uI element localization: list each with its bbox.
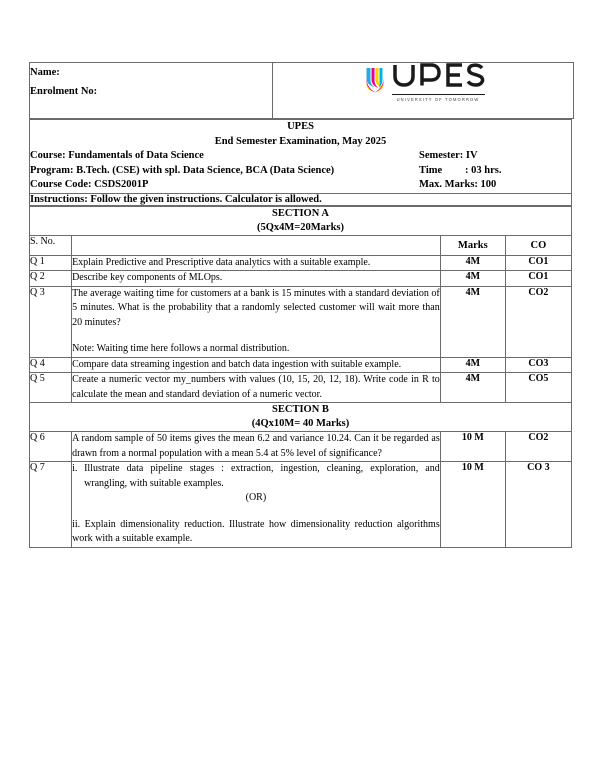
- student-identity-cell: [30, 63, 273, 119]
- column-header-marks: Marks: [440, 235, 505, 255]
- question-paragraph: The average waiting time for customers at a bank is 15 minutes with a standard deviation of 5 minutes. What is the probability that a randomly selected customer will wait more than 20 minutes?: [72, 287, 440, 328]
- question-marks: 10 M: [440, 432, 505, 462]
- program-time-row: [30, 164, 571, 179]
- exam-header-row: [30, 120, 572, 194]
- table-row: [30, 357, 572, 373]
- section-b-subtitle: (4Qx10M= 40 Marks): [251, 418, 350, 429]
- question-text: [72, 357, 441, 373]
- table-row: [30, 373, 572, 403]
- upes-wordmark: [392, 63, 485, 93]
- section-b-banner-row: [30, 403, 572, 432]
- table-row: [30, 462, 572, 548]
- option-i-text: Illustrate data pipeline stages : extraction, ingestion, cleaning, exploration, and wrangling, with suitable examples.: [84, 463, 440, 489]
- question-marks: 4M: [440, 255, 505, 271]
- university-name: UPES: [287, 121, 314, 132]
- option-i-marker: i.: [72, 463, 78, 474]
- table-row: [30, 271, 572, 287]
- max-marks: Max. Marks: 100: [419, 179, 497, 190]
- question-marks: 10 M: [440, 462, 505, 548]
- section-a-banner-row: [30, 206, 572, 235]
- question-number: Q 5: [30, 373, 72, 403]
- upes-wordmark-group: [392, 63, 485, 102]
- question-text: [72, 271, 441, 287]
- section-a-banner: [30, 206, 572, 235]
- question-paragraph: Explain Predictive and Prescriptive data analytics with a suitable example.: [72, 256, 371, 268]
- section-a-subtitle: (5Qx4M=20Marks): [256, 221, 345, 233]
- upes-shield-icon: [362, 63, 388, 99]
- question-paragraph: Compare data streaming ingestion and batch data ingestion with suitable example.: [72, 358, 402, 370]
- question-marks: 4M: [440, 357, 505, 373]
- column-header-sno: S. No.: [30, 235, 72, 255]
- section-b-title: SECTION B: [272, 404, 329, 415]
- semester-value: Semester: IV: [419, 150, 478, 161]
- or-separator: (OR): [245, 492, 267, 503]
- exam-paper-sheet: [29, 62, 572, 548]
- question-note: Note: Waiting time here follows a normal distribution.: [72, 343, 290, 354]
- question-co: CO3: [505, 357, 571, 373]
- question-paragraph: A random sample of 50 items gives the mean 6.2 and variance 10.24. Can it be regarded as drawn from a normal population with a mean 5.4 at 5% level of significance?: [72, 433, 440, 459]
- time-group: [419, 164, 571, 179]
- question-number: Q 2: [30, 271, 72, 287]
- question-number: Q 1: [30, 255, 72, 271]
- instructions-row: [30, 193, 572, 205]
- exam-title: End Semester Examination, May 2025: [214, 135, 387, 147]
- section-a-title: SECTION A: [272, 207, 329, 219]
- table-row: [30, 255, 572, 271]
- table-row: [30, 286, 572, 357]
- question-option-i: [72, 462, 440, 491]
- question-marks: 4M: [440, 286, 505, 357]
- time-label: Time: [419, 164, 443, 176]
- upes-logo-rule: [392, 94, 485, 95]
- exam-header-table: [29, 119, 572, 206]
- question-marks: 4M: [440, 373, 505, 403]
- upes-logo: [362, 63, 485, 102]
- course-semester-row: [30, 149, 571, 164]
- question-number: Q 4: [30, 357, 72, 373]
- question-option-ii: ii. Explain dimensionality reduction. Illustrate how dimensionality reduction algorithms work with a suitable example.: [72, 518, 440, 544]
- section-b-banner: [30, 403, 572, 432]
- exam-header-cell: [30, 120, 572, 194]
- question-marks: 4M: [440, 271, 505, 287]
- question-number: Q 7: [30, 462, 72, 548]
- enrolment-label: Enrolment No:: [30, 86, 98, 97]
- question-text: [72, 462, 441, 548]
- question-paragraph: Create a numeric vector my_numbers with values (10, 15, 20, 12, 18). Write code in R to calculate the mean and standard deviation of a numeric vector.: [72, 374, 440, 400]
- course-name: Course: Fundamentals of Data Science: [30, 150, 204, 161]
- question-co: CO1: [505, 255, 571, 271]
- question-text: [72, 286, 441, 357]
- instructions-cell: Instructions: Follow the given instructions. Calculator is allowed.: [30, 193, 572, 205]
- table-row: [30, 432, 572, 462]
- name-label: Name:: [30, 67, 60, 78]
- identity-header-table: [29, 62, 574, 119]
- identity-row: [30, 63, 574, 119]
- course-code: Course Code: CSDS2001P: [30, 179, 149, 190]
- upes-tagline: UNIVERSITY OF TOMORROW: [396, 96, 480, 102]
- question-co: CO2: [505, 286, 571, 357]
- question-number: Q 6: [30, 432, 72, 462]
- question-co: CO5: [505, 373, 571, 403]
- question-co: CO 3: [505, 462, 571, 548]
- column-header-row: [30, 235, 572, 255]
- question-number: Q 3: [30, 286, 72, 357]
- section-a-table: [29, 206, 572, 548]
- question-text: [72, 373, 441, 403]
- question-text: [72, 255, 441, 271]
- course-code-marks-row: [30, 178, 571, 193]
- column-header-question: [72, 235, 441, 255]
- column-header-co: CO: [505, 235, 571, 255]
- upes-logo-cell: [273, 63, 574, 119]
- question-paragraph: Describe key components of MLOps.: [72, 272, 223, 283]
- question-co: CO1: [505, 271, 571, 287]
- time-value: : 03 hrs.: [465, 164, 502, 176]
- question-text: [72, 432, 441, 462]
- program-name: Program: B.Tech. (CSE) with spl. Data Science, BCA (Data Science): [30, 164, 335, 176]
- question-co: CO2: [505, 432, 571, 462]
